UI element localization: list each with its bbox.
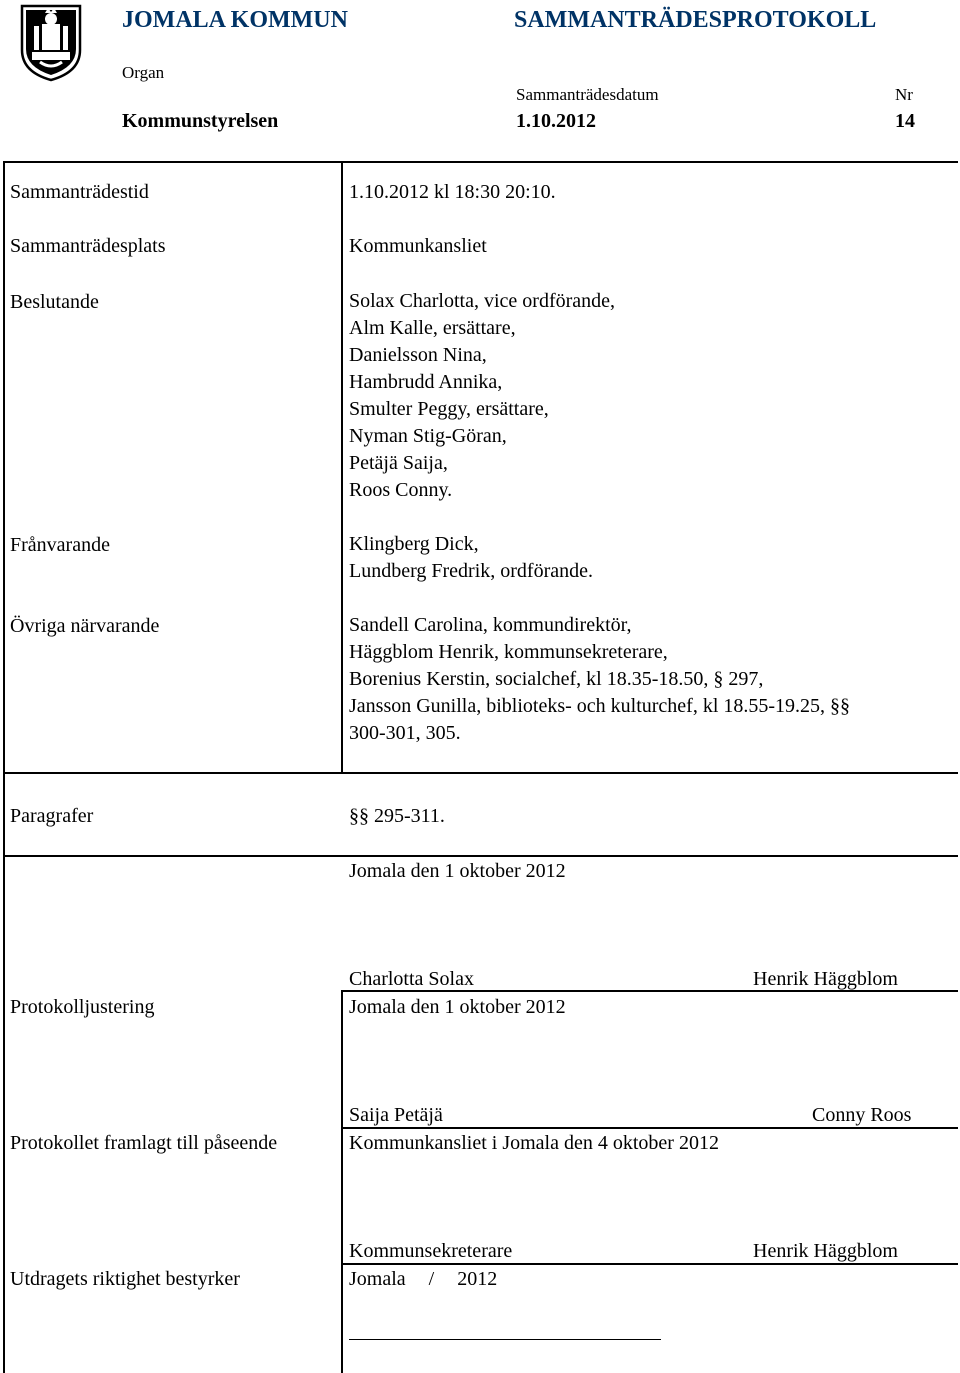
list-item: Hambrudd Annika, — [349, 371, 503, 393]
row-divider-after-paragraphs — [3, 855, 958, 857]
list-item: Klingberg Dick, — [349, 533, 479, 555]
list-item: Petäjä Saija, — [349, 452, 448, 474]
document-type-title: SAMMANTRÄDESPROTOKOLL — [514, 7, 877, 33]
display-value: Kommunkansliet i Jomala den 4 oktober 2012 — [349, 1132, 719, 1154]
others-present-list — [349, 612, 850, 747]
secretary-signature-name: Henrik Häggblom — [753, 968, 898, 990]
certification-value: Jomala / 2012 — [349, 1268, 498, 1290]
date-label: Sammanträdesdatum — [516, 85, 659, 104]
frame-left-line — [3, 161, 5, 1373]
signing-place-date: Jomala den 1 oktober 2012 — [349, 860, 566, 882]
signing-divider-right-3 — [341, 1263, 958, 1265]
deciding-label: Beslutande — [10, 291, 99, 313]
frame-lower-divider — [341, 990, 343, 1373]
frame-top-line — [3, 161, 958, 163]
list-item: Alm Kalle, ersättare, — [349, 317, 516, 339]
nr-label: Nr — [895, 85, 913, 104]
list-item: Smulter Peggy, ersättare, — [349, 398, 549, 420]
display-label: Protokollet framlagt till påseende — [10, 1132, 278, 1154]
meeting-place-value: Kommunkansliet — [349, 235, 487, 257]
list-item: Roos Conny. — [349, 479, 453, 501]
adjustment-place-date: Jomala den 1 oktober 2012 — [349, 996, 566, 1018]
meeting-place-label: Sammanträdesplats — [10, 235, 166, 257]
adjuster-2-name: Conny Roos — [812, 1104, 912, 1126]
paragraphs-value: §§ 295-311. — [349, 805, 445, 827]
protocol-number: 14 — [895, 110, 915, 132]
list-item: Lundberg Fredrik, ordförande. — [349, 560, 594, 582]
display-signer-name: Henrik Häggblom — [753, 1240, 898, 1262]
meeting-time-value: 1.10.2012 kl 18:30 20:10. — [349, 181, 556, 203]
municipality-name: JOMALA KOMMUN — [122, 7, 348, 33]
signing-divider-right-1 — [341, 990, 958, 992]
list-item: Borenius Kerstin, socialchef, kl 18.35-18.50, § 297, — [349, 668, 764, 690]
frame-middle-divider — [341, 161, 343, 773]
chair-signature-name: Charlotta Solax — [349, 968, 474, 990]
certification-signature-line — [349, 1339, 661, 1340]
others-present-label: Övriga närvarande — [10, 615, 160, 637]
organ-value: Kommunstyrelsen — [122, 110, 279, 132]
list-item: Nyman Stig-Göran, — [349, 425, 507, 447]
list-item: Häggblom Henrik, kommunsekreterare, — [349, 641, 668, 663]
display-role: Kommunsekreterare — [349, 1240, 513, 1262]
meeting-date: 1.10.2012 — [516, 110, 596, 132]
list-item: Solax Charlotta, vice ordförande, — [349, 290, 616, 312]
list-item: Jansson Gunilla, biblioteks- och kulturchef, kl 18.55-19.25, §§ — [349, 695, 851, 717]
deciding-members-list — [349, 288, 615, 504]
signing-divider-right-2 — [341, 1127, 958, 1129]
paragraphs-label: Paragrafer — [10, 805, 94, 827]
adjustment-label: Protokolljustering — [10, 996, 155, 1018]
row-divider-after-others — [3, 772, 958, 774]
list-item: Danielsson Nina, — [349, 344, 487, 366]
list-item: 300-301, 305. — [349, 722, 461, 744]
organ-label: Organ — [122, 63, 165, 82]
coat-of-arms-logo — [20, 4, 82, 82]
meeting-time-label: Sammanträdestid — [10, 181, 149, 203]
adjuster-1-name: Saija Petäjä — [349, 1104, 443, 1126]
list-item: Sandell Carolina, kommundirektör, — [349, 614, 632, 636]
absent-label: Frånvarande — [10, 534, 110, 556]
absent-members-list — [349, 531, 593, 585]
certification-label: Utdragets riktighet bestyrker — [10, 1268, 240, 1290]
